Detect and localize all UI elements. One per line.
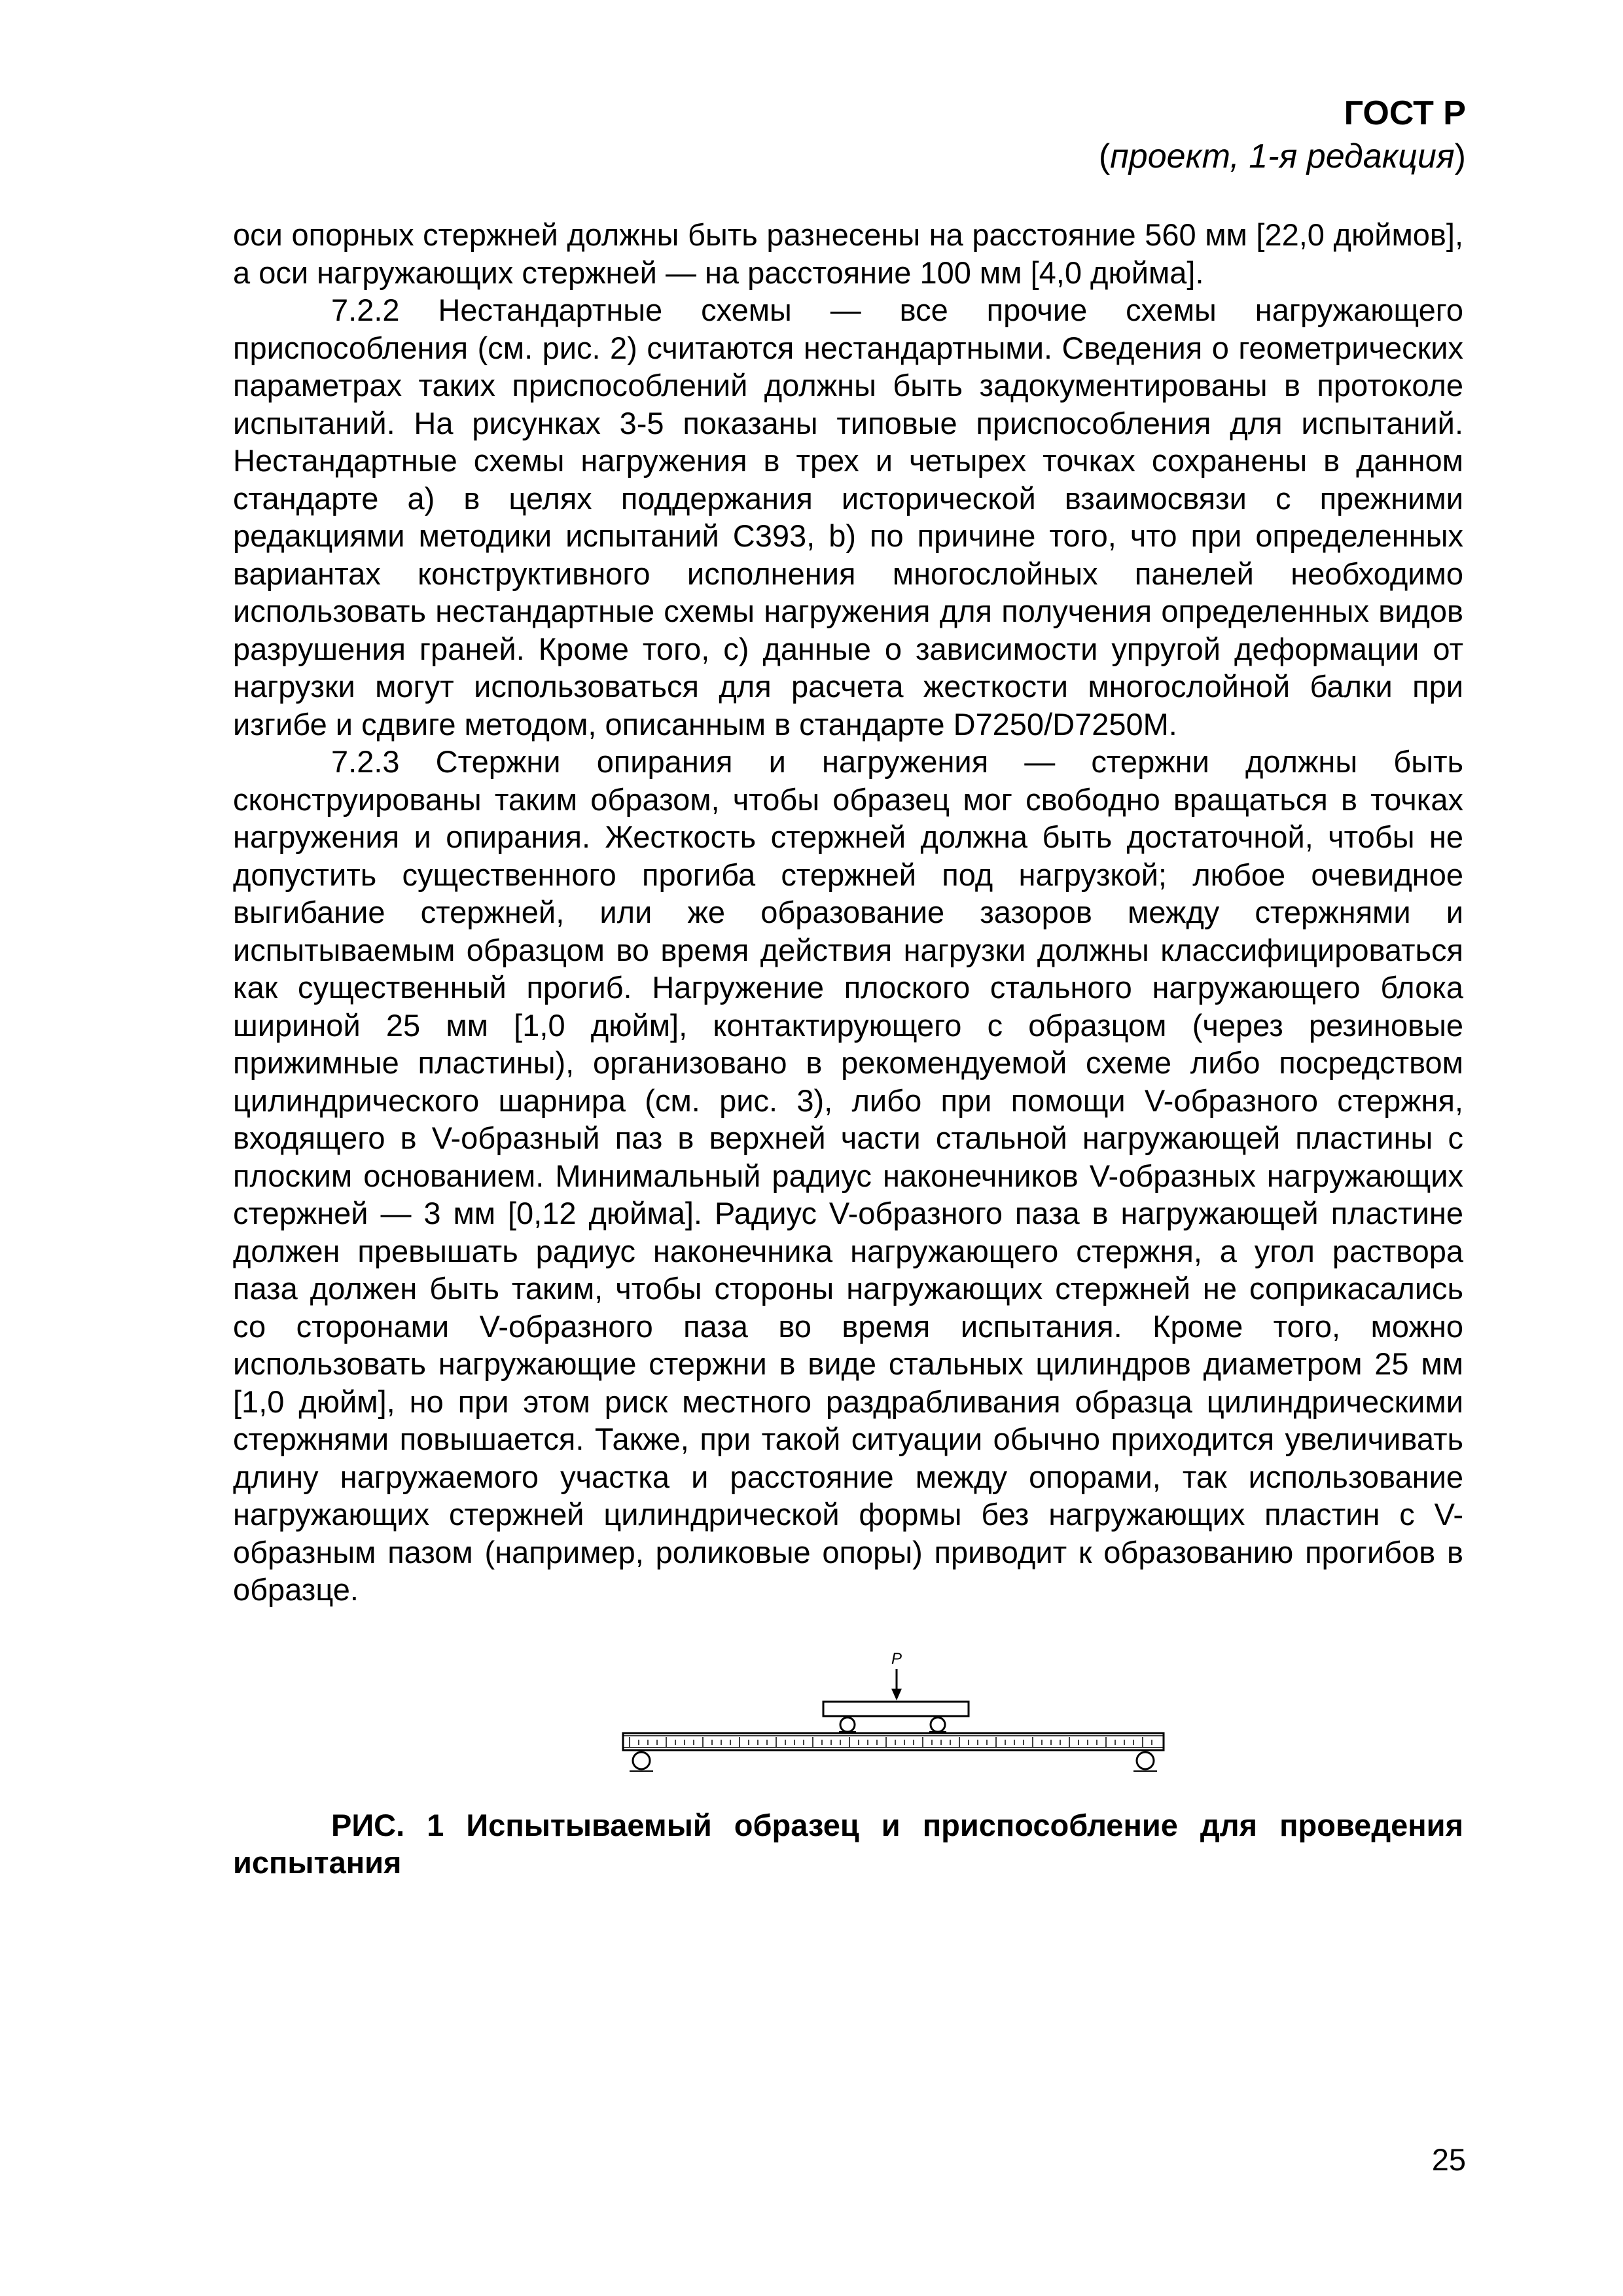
paragraph-7-2-3: 7.2.3 Стержни опирания и нагружения — стержни должны быть сконструированы таким образом, чтобы образец мог свободно вращаться в точках нагружения и опирания. Жесткость стержней должна быть достаточной, чтобы не допустить существенного прогиба стержней под нагрузкой; любое очевидное выгибание стержней, или же образование зазоров между стержнями и испытываемым образцом во время действия нагрузки должны классифицироваться как существенный прогиб. Нагружение плоского стального нагружающего блока шириной 25 мм [1,0 дюйм], контактирующего с образцом (через резиновые прижимные пластины), организовано в рекомендуемой схеме либо посредством цилиндрического шарнира (см. рис. 3), либо при помощи V-образного стержня, входящего в V-образный паз в верхней части стальной нагружающей пластины с плоским основанием. Минимальный радиус наконечников V-образных нагружающих стержней — 3 мм [0,12 дюйма]. Радиус V-образного паза в нагружающей пластине должен превышать радиус наконечника нагружающего стержня, а угол раствора паза должен быть таким, чтобы стороны нагружающих стержней не соприкасались со сторонами V-образного паза во время испытания. Кроме того, можно использовать нагружающие стержни в виде стальных цилиндров диаметром 25 мм [1,0 дюйм], но при этом риск местного раздрабливания образца цилиндрическими стержнями повышается. Также, при такой ситуации обычно приходится увеличивать длину нагружаемого участка и расстояние между опорами, так использование нагружающих стержней цилиндрической формы без нагружающих пластин с V-образным пазом (например, роликовые опоры) приводит к образованию прогибов в образце. xyxy=(233,744,1463,1607)
loading-roller-left xyxy=(840,1717,855,1732)
load-label: P xyxy=(891,1650,902,1668)
support-roller-right xyxy=(1137,1752,1154,1769)
figure-test-fixture xyxy=(615,1649,1178,1800)
paragraph-continuation: оси опорных стержней должны быть разнесены на расстояние 560 мм [22,0 дюймов], а оси нагружающих стержней — на расстояние 100 мм [4,0 дюйма]. xyxy=(233,217,1463,290)
page-number: 25 xyxy=(1431,2142,1466,2177)
edition-note xyxy=(1099,135,1466,178)
load-arrow-head xyxy=(891,1689,902,1700)
figure-caption: РИС. 1 Испытываемый образец и приспособление для проведения испытания xyxy=(233,1808,1463,1880)
support-roller-left xyxy=(633,1752,650,1769)
edition-close-paren: ) xyxy=(1454,137,1466,175)
document-header xyxy=(1099,92,1466,178)
edition-text: проект, 1-я редакция xyxy=(1110,137,1455,175)
body-text xyxy=(233,216,1463,1609)
loading-block xyxy=(823,1702,969,1716)
paragraph-7-2-2: 7.2.2 Нестандартные схемы — все прочие схемы нагружающего приспособления (см. рис. 2) считаются нестандартными. Сведения о геометрических параметрах таких приспособлений должны быть задокументированы в протоколе испытаний. На рисунках 3-5 показаны типовые приспособления для испытаний. Нестандартные схемы нагружения в трех и четырех точках сохранены в данном стандарте а) в целях поддержания исторической взаимосвязи с прежними редакциями методики испытаний C393, b) по причине того, что при определенных вариантах конструктивного исполнения многослойных панелей необходимо использовать нестандартные схемы нагружения для получения определенных видов разрушения граней. Кроме того, c) данные о зависимости упругой деформации от нагрузки могут использоваться для расчета жесткости многослойной балки при изгибе и сдвиге методом, описанным в стандарте D7250/D7250M. xyxy=(233,293,1463,742)
fixture-diagram xyxy=(615,1649,1178,1800)
edition-open-paren: ( xyxy=(1098,137,1111,175)
loading-roller-right xyxy=(931,1717,945,1732)
standard-title: ГОСТ Р xyxy=(1344,94,1466,132)
